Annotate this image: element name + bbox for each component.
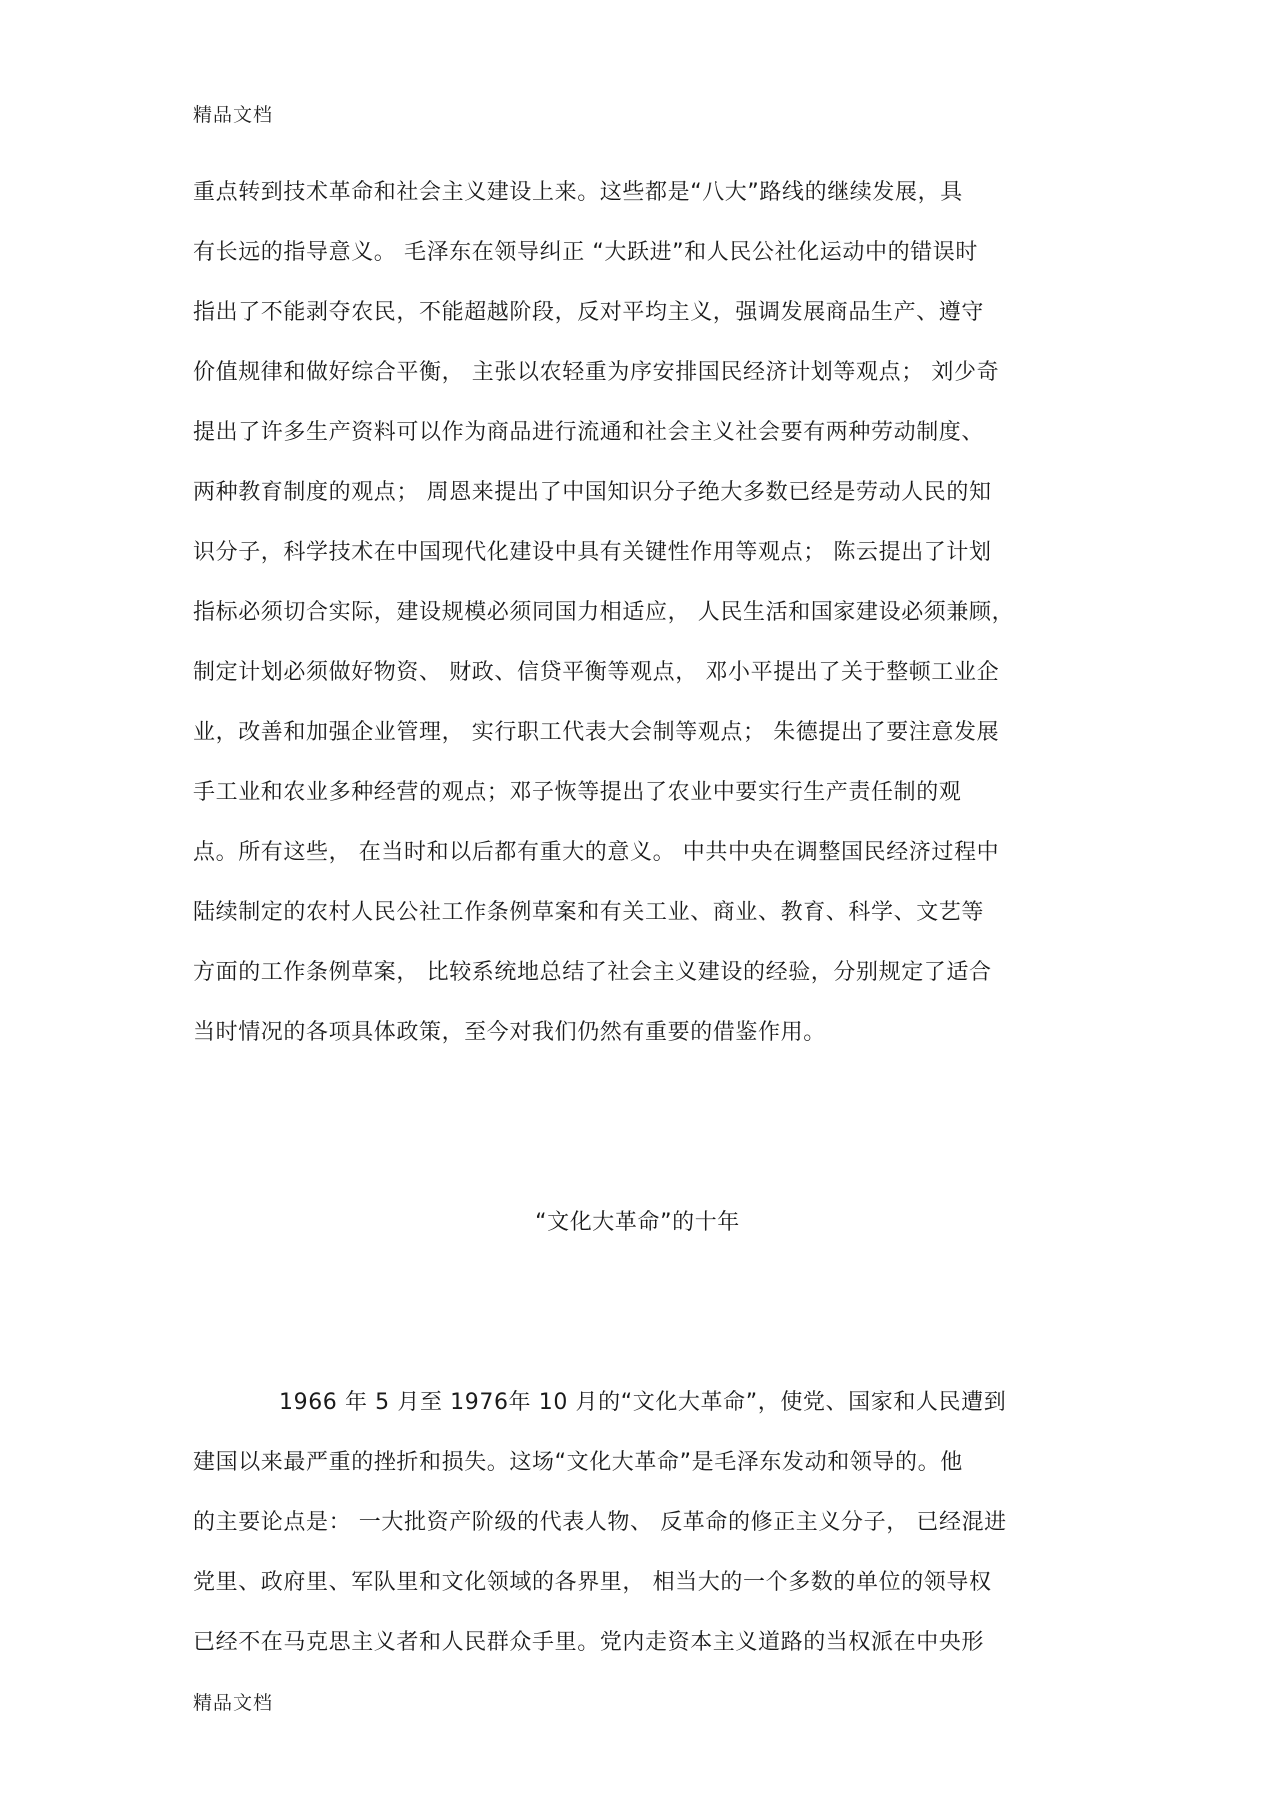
body-paragraph-1 [193, 175, 1093, 1075]
text-line: 提出了许多生产资料可以作为商品进行流通和社会主义社会要有两种劳动制度、 [193, 420, 985, 445]
body-paragraph-2 [193, 1385, 1093, 1685]
text-line: 1966 年 5 月至 1976年 10 月的“文化大革命”，使党、国家和人民遭到 [279, 1390, 1007, 1415]
text-line: 有长远的指导意义。 毛泽东在领导纠正 “大跃进”和人民公社化运动中的错误时 [193, 240, 978, 265]
page-footer-label: 精品文档 [193, 1692, 274, 1714]
text-line: 两种教育制度的观点； 周恩来提出了中国知识分子绝大多数已经是劳动人民的知 [193, 480, 992, 505]
text-line: 制定计划必须做好物资、 财政、信贷平衡等观点， 邓小平提出了关于整顿工业企 [193, 660, 1000, 685]
section-title: “文化大革命”的十年 [535, 1210, 740, 1235]
text-line: 党里、政府里、军队里和文化领域的各界里， 相当大的一个多数的单位的领导权 [193, 1570, 992, 1595]
text-line: 的主要论点是： 一大批资产阶级的代表人物、 反革命的修正主义分子， 已经混进 [193, 1510, 1007, 1535]
text-line: 指出了不能剥夺农民，不能超越阶段，反对平均主义，强调发展商品生产、遵守 [193, 300, 985, 325]
text-line: 已经不在马克思主义者和人民群众手里。党内走资本主义道路的当权派在中央形 [193, 1630, 985, 1655]
text-line: 业，改善和加强企业管理， 实行职工代表大会制等观点； 朱德提出了要注意发展 [193, 720, 1000, 745]
page-header-label: 精品文档 [193, 104, 274, 126]
text-line: 当时情况的各项具体政策，至今对我们仍然有重要的借鉴作用。 [193, 1020, 826, 1045]
text-line: 点。所有这些， 在当时和以后都有重大的意义。 中共中央在调整国民经济过程中 [193, 840, 1000, 865]
text-line: 重点转到技术革命和社会主义建设上来。这些都是“八大”路线的继续发展，具 [193, 180, 963, 205]
text-line: 建国以来最严重的挫折和损失。这场“文化大革命”是毛泽东发动和领导的。他 [193, 1450, 963, 1475]
text-line: 价值规律和做好综合平衡， 主张以农轻重为序安排国民经济计划等观点； 刘少奇 [193, 360, 1000, 385]
text-line: 手工业和农业多种经营的观点；邓子恢等提出了农业中要实行生产责任制的观 [193, 780, 962, 805]
text-line: 指标必须切合实际，建设规模必须同国力相适应， 人民生活和国家建设必须兼顾， [193, 600, 1015, 625]
text-line: 陆续制定的农村人民公社工作条例草案和有关工业、商业、教育、科学、文艺等 [193, 900, 985, 925]
text-line: 识分子，科学技术在中国现代化建设中具有关键性作用等观点； 陈云提出了计划 [193, 540, 992, 565]
text-line: 方面的工作条例草案， 比较系统地总结了社会主义建设的经验，分别规定了适合 [193, 960, 992, 985]
